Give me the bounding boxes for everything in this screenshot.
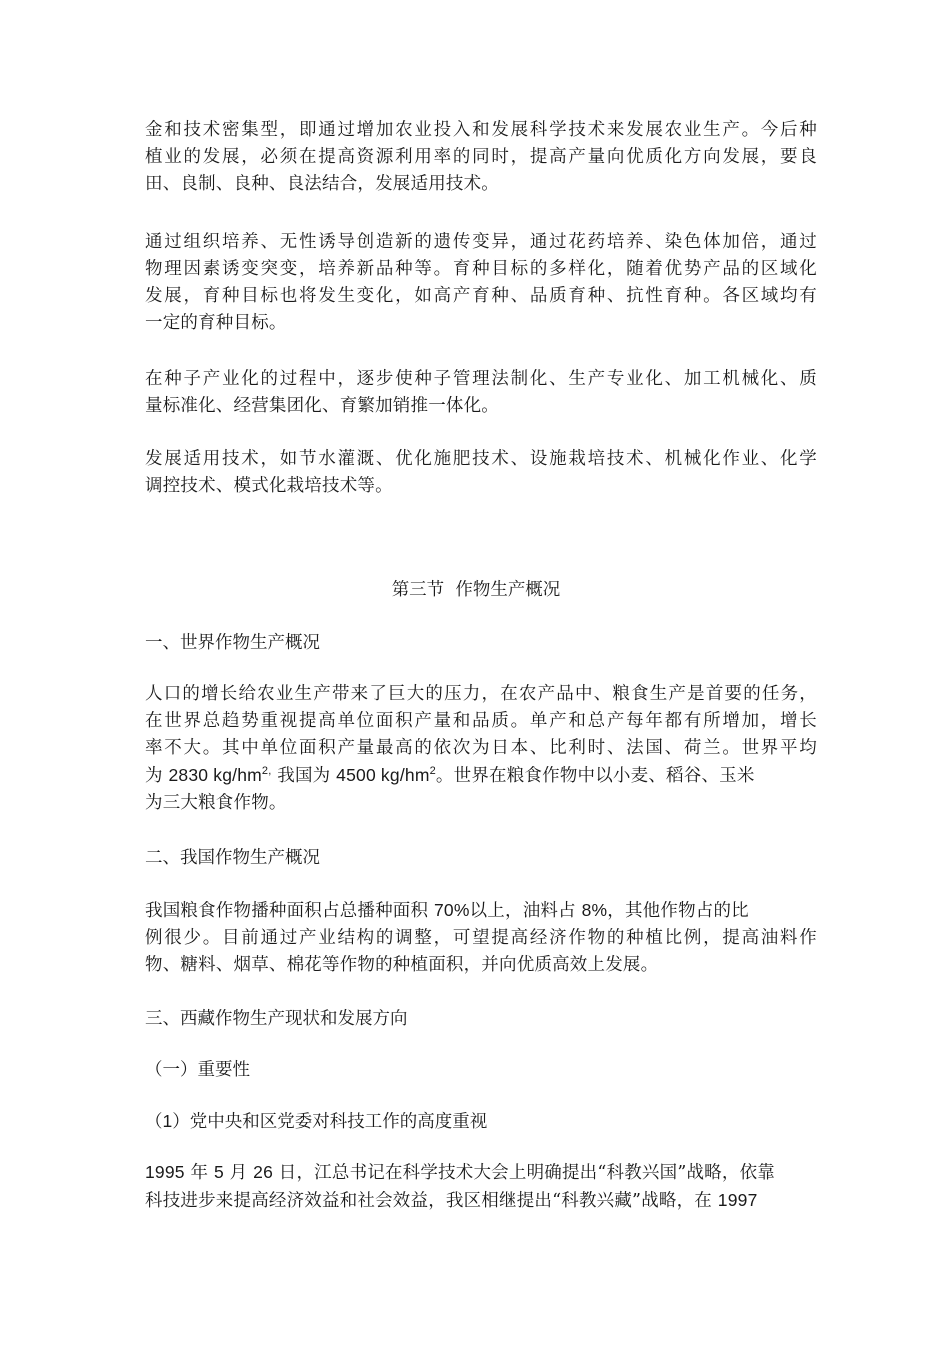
text-line xyxy=(145,1187,817,1215)
text-line: 植业的发展，必须在提高资源利用率的同时，提高产量向优质化方向发展，要良 xyxy=(145,147,817,167)
world-yield-value: 2830 xyxy=(168,765,209,785)
paragraph-intensive-farming xyxy=(145,117,817,198)
paragraph-breeding xyxy=(145,229,817,337)
text-line: 通过组织培养、无性诱导创造新的遗传变异，通过花药培养、染色体加倍，通过 xyxy=(145,232,817,252)
heading-party-attention xyxy=(145,1108,487,1136)
text-fragment: 为 xyxy=(145,766,169,786)
text-line xyxy=(145,1159,817,1187)
item-number: 1 xyxy=(162,1111,173,1131)
text-line: 例很少。目前通过产业结构的调整，可望提高经济作物的种植比例，提高油料作 xyxy=(145,928,817,948)
text-line: 田、良制、良种、良法结合，发展适用技术。 xyxy=(145,174,499,194)
text-fragment: 日，江总书记在科学技术大会上明确提出“科教兴国”战略，依靠 xyxy=(273,1163,775,1183)
text-line: 金和技术密集型，即通过增加农业投入和发展科学技术来发展农业生产。今后种 xyxy=(145,120,817,140)
text-line: 调控技术、模式化栽培技术等。 xyxy=(145,476,393,496)
year-value: 1995 xyxy=(145,1162,185,1182)
heading-world-production: 一、世界作物生产概况 xyxy=(145,633,320,653)
month-value: 5 xyxy=(213,1162,224,1182)
text-line: 发展适用技术，如节水灌溉、优化施肥技术、设施栽培技术、机械化作业、化学 xyxy=(145,449,817,469)
text-line: 为三大粮食作物。 xyxy=(145,793,287,813)
text-line: 在种子产业化的过程中，逐步使种子管理法制化、生产专业化、加工机械化、质 xyxy=(145,369,817,389)
text-fragment: 。世界在粮食作物中以小麦、稻谷、玉米 xyxy=(435,766,755,786)
grain-share-value: 70% xyxy=(433,900,470,920)
section-title: 第三节 作物生产概况 xyxy=(391,580,561,600)
paragraph-world-production xyxy=(145,681,817,817)
paragraph-seed-industry xyxy=(145,366,817,420)
text-line: 一定的育种目标。 xyxy=(145,313,287,333)
heading-tibet-production: 三、西藏作物生产现状和发展方向 xyxy=(145,1009,408,1029)
text-line: 发展，育种目标也将发生变化，如高产育种、品质育种、抗性育种。各区域均有 xyxy=(145,286,817,306)
text-line: 量标准化、经营集团化、育繁加销推一体化。 xyxy=(145,396,499,416)
year-value: 1997 xyxy=(717,1190,758,1210)
heading-china-production: 二、我国作物生产概况 xyxy=(145,848,320,868)
paragraph-science-strategy xyxy=(145,1159,817,1215)
paragraph-applied-tech xyxy=(145,446,817,500)
text-fragment: （ xyxy=(145,1112,163,1132)
text-line: 物、糖料、烟草、棉花等作物的种植面积，并向优质高效上发展。 xyxy=(145,955,659,975)
china-yield-value: 4500 xyxy=(336,765,376,785)
text-line xyxy=(145,897,817,925)
text-fragment: 以上，油料占 xyxy=(469,901,582,921)
text-line: 物理因素诱变突变，培养新品种等。育种目标的多样化，随着优势产品的区域化 xyxy=(145,259,817,279)
unit-label: kg/hm xyxy=(208,765,262,785)
text-line xyxy=(145,762,817,790)
unit-superscript: 2 xyxy=(429,765,436,778)
paragraph-china-production xyxy=(145,897,817,979)
text-line: 在世界总趋势重视提高单位面积产量和品质。单产和总产每年都有所增加，增长 xyxy=(145,711,817,731)
day-value: 26 xyxy=(253,1162,274,1182)
text-line: 率不大。其中单位面积产量最高的依次为日本、比利时、法国、荷兰。世界平均 xyxy=(145,738,817,758)
oil-share-value: 8% xyxy=(581,900,608,920)
text-fragment: 月 xyxy=(223,1163,254,1183)
text-line: 人口的增长给农业生产带来了巨大的压力，在农产品中、粮食生产是首要的任务， xyxy=(145,684,817,704)
text-fragment: ，其他作物占的比 xyxy=(607,901,749,921)
text-fragment: 我国粮食作物播种面积占总播种面积 xyxy=(145,901,434,921)
text-fragment: 年 xyxy=(184,1163,214,1183)
heading-importance: （一）重要性 xyxy=(145,1060,250,1080)
unit-label: kg/hm xyxy=(375,765,430,785)
unit-superscript: 2, xyxy=(261,765,272,778)
text-fragment: ）党中央和区党委对科技工作的高度重视 xyxy=(172,1112,488,1132)
text-fragment: 科技进步来提高经济效益和社会效益，我区相继提出“科教兴藏”战略，在 xyxy=(145,1191,718,1211)
text-fragment: 我国为 xyxy=(271,766,337,786)
